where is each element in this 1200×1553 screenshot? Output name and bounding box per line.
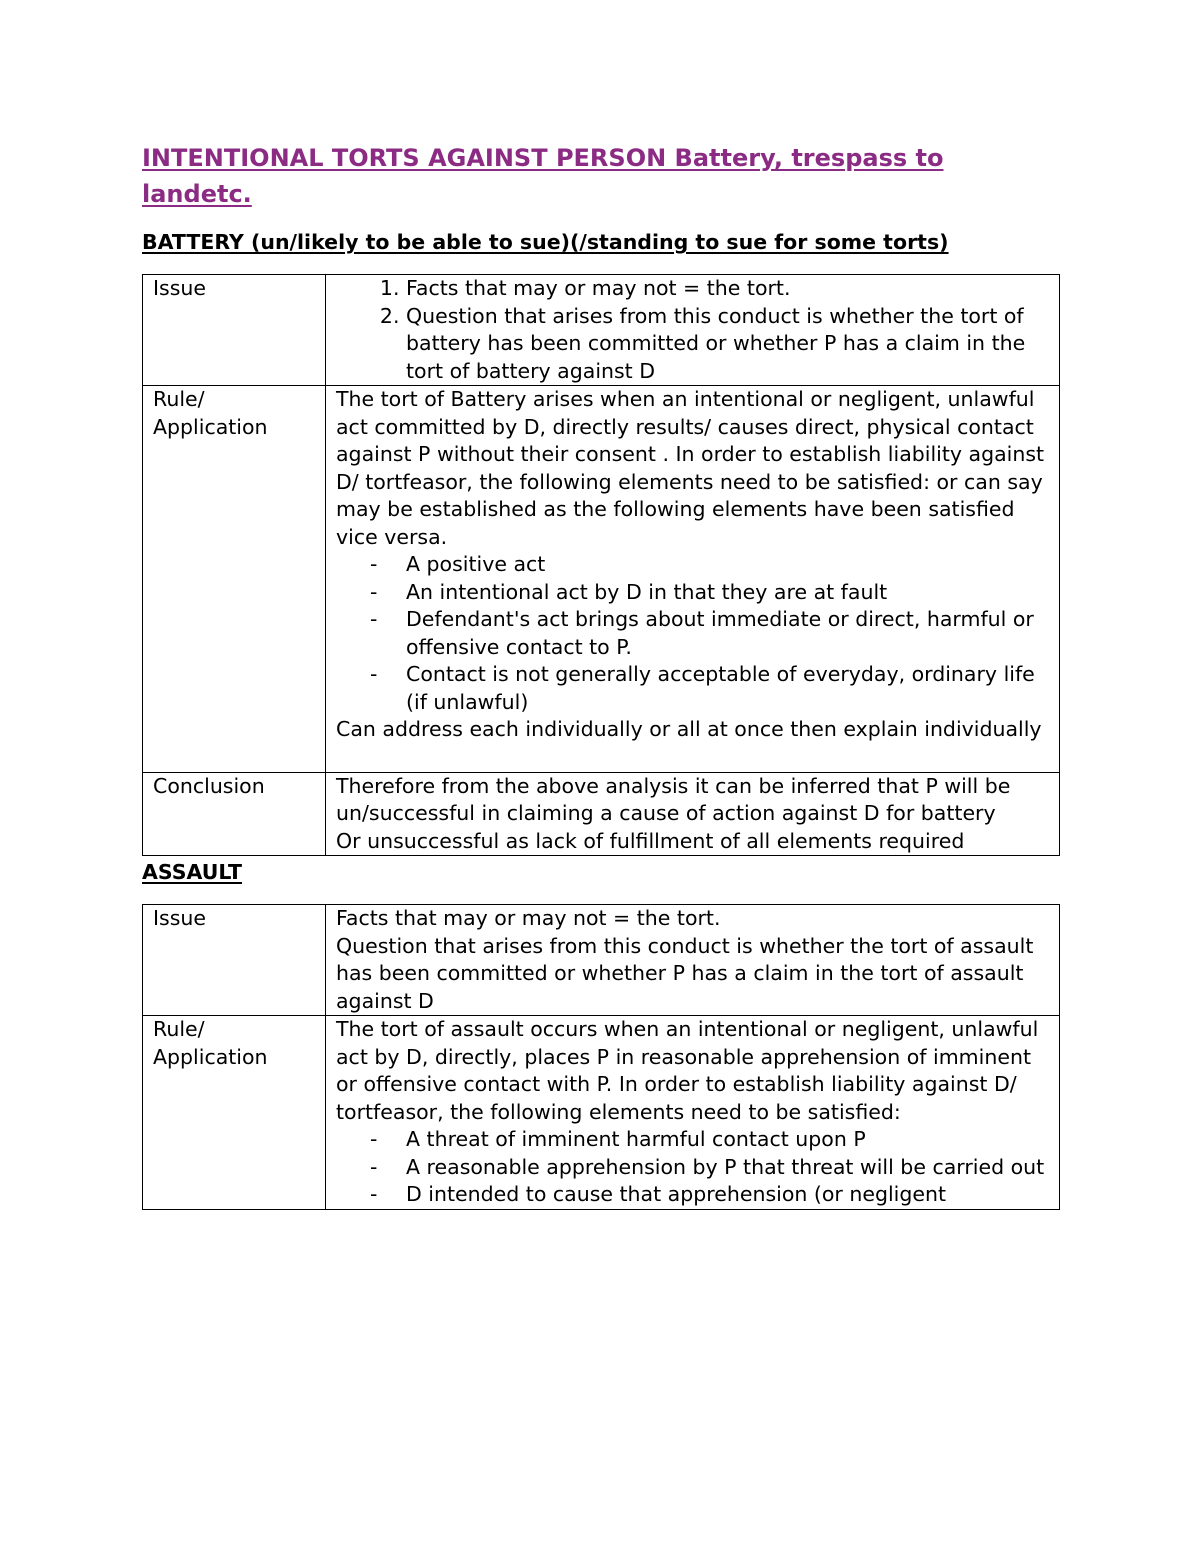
battery-rule-label: Rule/ Application: [143, 386, 326, 773]
battery-conclusion-label: Conclusion: [143, 772, 326, 856]
assault-issue-row: [143, 905, 1060, 1016]
battery-issue-cell: [326, 275, 1060, 386]
battery-rule-row: [143, 386, 1060, 773]
battery-rule-cell: [326, 386, 1060, 773]
battery-conclusion-row: [143, 772, 1060, 856]
list-item: - D intended to cause that apprehension (or negligent: [336, 1181, 1049, 1209]
assault-table: [142, 904, 1060, 1210]
battery-heading: BATTERY (un/likely to be able to sue)(/standing to sue for some torts): [142, 230, 949, 254]
battery-conclusion-alt: Or unsuccessful as lack of fulfillment of all elements required: [336, 828, 965, 853]
list-item: - A positive act: [336, 551, 1049, 579]
document-title: INTENTIONAL TORTS AGAINST PERSON Battery, trespass to landetc.: [142, 144, 944, 208]
battery-conclusion-text: Therefore from the above analysis it can be inferred that P will be un/successful in claiming a cause of action against D for battery: [336, 773, 1011, 825]
battery-rule-note: Can address each individually or all at once then explain individually: [336, 717, 1042, 741]
assault-issue-label: Issue: [143, 905, 326, 1016]
battery-rule-text: The tort of Battery arises when an intentional or negligent, unlawful act committed by D, directly results/ causes direct, physical contact against P without their consent . In order to establish liability against D/ tortfeasor, the following elements need to be satisfied: or can say may be established as the following elements have been satisfied vice versa.: [336, 387, 1045, 549]
assault-issue-cell: [326, 905, 1060, 1016]
battery-issue-label: Issue: [143, 275, 326, 386]
assault-rule-cell: [326, 1016, 1060, 1210]
assault-rule-text: The tort of assault occurs when an intentional or negligent, unlawful act by D, directly, places P in reasonable apprehension of imminent or offensive contact with P. In order to establish liability against D/ tortfeasor, the following elements need to be satisfied:: [336, 1017, 1039, 1124]
assault-issue-line1: Facts that may or may not = the tort.: [336, 906, 721, 930]
assault-issue-line2: Question that arises from this conduct is whether the tort of assault has been committed or whether P has a claim in the tort of assault against D: [336, 933, 1034, 1013]
document-page: [142, 140, 1060, 1210]
assault-heading: ASSAULT: [142, 860, 243, 884]
list-item: - An intentional act by D in that they are at fault: [336, 579, 1049, 607]
battery-elements-list: [336, 551, 1049, 716]
assault-rule-row: [143, 1016, 1060, 1210]
assault-elements-list: [336, 1126, 1049, 1209]
list-item: 2. Question that arises from this conduct is whether the tort of battery has been committed or whether P has a claim in the tort of battery against D: [406, 303, 1049, 386]
battery-issue-list: [336, 275, 1049, 385]
battery-table: [142, 274, 1060, 856]
battery-issue-row: [143, 275, 1060, 386]
list-item: 1. Facts that may or may not = the tort.: [406, 275, 1049, 303]
list-item: - A reasonable apprehension by P that threat will be carried out: [336, 1154, 1049, 1182]
list-item: - A threat of imminent harmful contact upon P: [336, 1126, 1049, 1154]
battery-conclusion-cell: [326, 772, 1060, 856]
list-item: - Defendant's act brings about immediate or direct, harmful or offensive contact to P.: [336, 606, 1049, 661]
assault-rule-label: Rule/ Application: [143, 1016, 326, 1210]
list-item: - Contact is not generally acceptable of everyday, ordinary life (if unlawful): [336, 661, 1049, 716]
